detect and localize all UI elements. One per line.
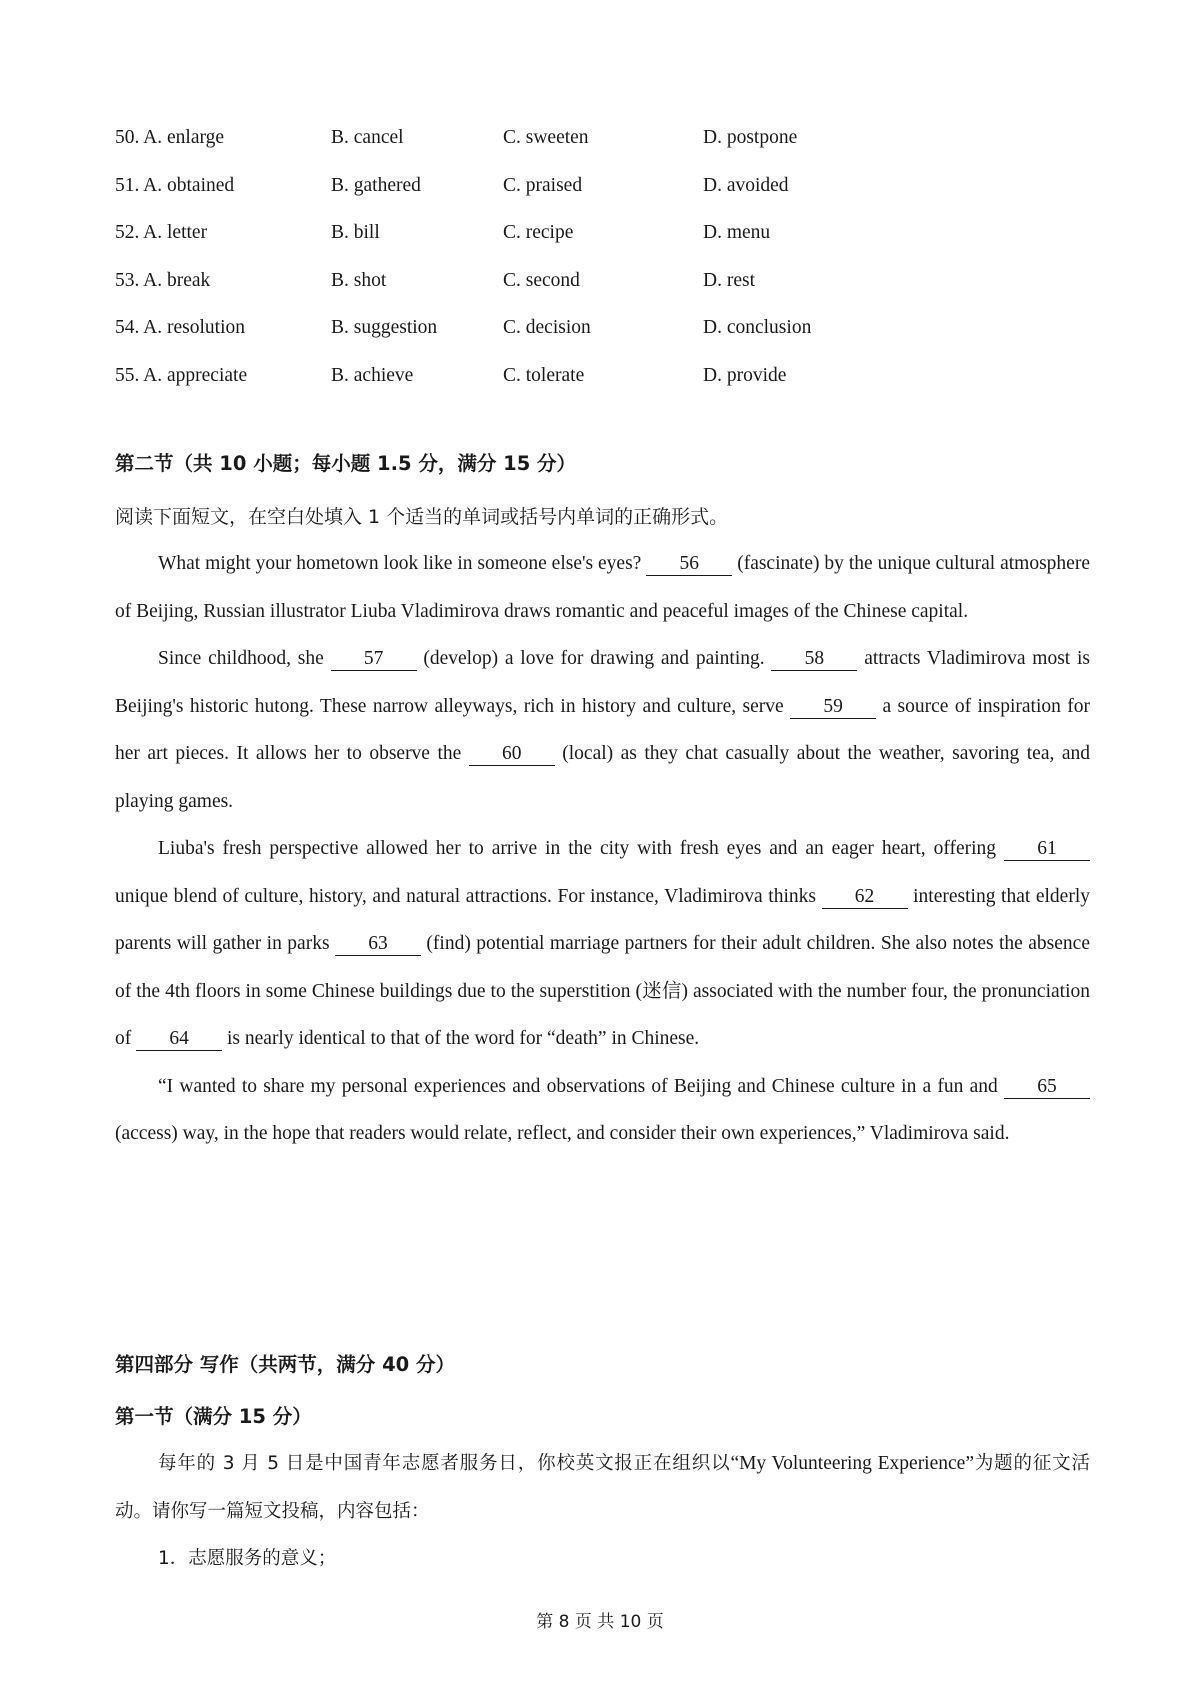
- option-d: D. avoided: [703, 174, 789, 196]
- text: (local) as they chat casually about the weather, savoring tea, and playing games.: [115, 743, 1090, 812]
- blank-61: 61: [1004, 838, 1090, 861]
- option-b: B. shot: [331, 269, 387, 291]
- blank-64: 64: [136, 1028, 222, 1051]
- text: Since childhood, she: [158, 648, 331, 669]
- text: “My Volunteering Experience”: [730, 1453, 974, 1474]
- option-c: C. tolerate: [503, 364, 585, 386]
- text: Liuba's fresh perspective allowed her to arrive in the city with fresh eyes and an eager heart, offering: [158, 838, 1004, 859]
- option-d: D. menu: [703, 222, 771, 243]
- blank-56: 56: [646, 553, 732, 576]
- option-a: 50. A. enlarge: [115, 127, 225, 148]
- section2-instruction: 阅读下面短文，在空白处填入 1 个适当的单词或括号内单词的正确形式。: [115, 506, 729, 528]
- option-a: 52. A. letter: [115, 222, 208, 243]
- option-a: 55. A. appreciate: [115, 364, 248, 386]
- option-d: D. conclusion: [703, 317, 812, 338]
- option-c: C. sweeten: [503, 127, 589, 148]
- text: a source of inspiration for her art pieces. It allows her to observe the: [115, 695, 1091, 764]
- text: interesting that elderly parents will gather in parks: [115, 885, 1090, 954]
- page-footer: 第 8 页 共 10 页: [536, 1612, 664, 1632]
- text: 每年的 3 月 5 日是中国青年志愿者服务日，你校英文报正在组织以: [158, 1453, 731, 1474]
- paragraph: [115, 635, 1090, 825]
- section2-heading: 第二节（共 10 小题；每小题 1.5 分，满分 15 分）: [115, 452, 577, 475]
- paragraph: [115, 540, 1090, 635]
- text: (fascinate) by the unique cultural atmosphere of Beijing, Russian illustrator Liuba Vladimirova draws romantic and peaceful images of the Chinese capital.: [115, 553, 1090, 622]
- blank-60: 60: [469, 743, 555, 766]
- option-a: 54. A. resolution: [115, 317, 245, 338]
- text: unique blend of culture, history, and natural attractions. For instance, Vladimirova thinks: [115, 885, 822, 907]
- cloze-passage: [115, 540, 1090, 1158]
- option-a: 53. A. break: [115, 269, 211, 291]
- text: attracts Vladimirova most is Beijing's historic hutong. These narrow alleyways, rich in history and culture, serve: [115, 648, 1091, 717]
- text: 为题的征文活动。请你写一篇短文投稿，内容包括：: [115, 1453, 1090, 1522]
- blank-62: 62: [822, 886, 908, 909]
- option-b: B. bill: [331, 222, 380, 243]
- option-d: D. provide: [703, 364, 787, 386]
- option-d: D. rest: [703, 269, 755, 291]
- blank-58: 58: [771, 648, 857, 671]
- option-c: C. decision: [503, 317, 591, 338]
- option-b: B. achieve: [331, 364, 414, 386]
- section1-heading: 第一节（满分 15 分）: [115, 1405, 312, 1428]
- text: (find) potential marriage partners for their adult children. She also notes the absence of the 4th floors in some Chinese buildings due to the superstition (迷信) associated with the number four, the pronunciation of: [115, 933, 1090, 1049]
- blank-57: 57: [331, 648, 417, 671]
- option-b: B. gathered: [331, 174, 421, 196]
- text: (develop) a love for drawing and painting.: [416, 648, 772, 669]
- option-b: B. suggestion: [331, 317, 438, 338]
- text: What might your hometown look like in someone else's eyes?: [158, 553, 647, 574]
- option-c: C. praised: [503, 174, 583, 196]
- text: (access) way, in the hope that readers would relate, reflect, and consider their own experiences,” Vladimirova said.: [115, 1123, 1010, 1144]
- option-b: B. cancel: [331, 127, 404, 148]
- prompt-point: [115, 1535, 1090, 1583]
- text: 1．志愿服务的意义；: [158, 1548, 337, 1569]
- paragraph: [115, 1063, 1090, 1158]
- option-c: C. second: [503, 269, 580, 291]
- text: “I wanted to share my personal experiences and observations of Beijing and Chinese culture in a fun and: [158, 1075, 1004, 1097]
- paragraph: [115, 825, 1090, 1063]
- option-a: 51. A. obtained: [115, 174, 235, 196]
- blank-65: 65: [1004, 1076, 1090, 1099]
- option-c: C. recipe: [503, 222, 574, 243]
- prompt-paragraph: [115, 1440, 1090, 1535]
- blank-63: 63: [335, 933, 421, 956]
- writing-prompt: [115, 1440, 1090, 1583]
- text: is nearly identical to that of the word for “death” in Chinese.: [222, 1028, 700, 1049]
- part4-heading: 第四部分 写作（共两节，满分 40 分）: [115, 1353, 456, 1376]
- blank-59: 59: [790, 696, 876, 719]
- option-d: D. postpone: [703, 127, 798, 148]
